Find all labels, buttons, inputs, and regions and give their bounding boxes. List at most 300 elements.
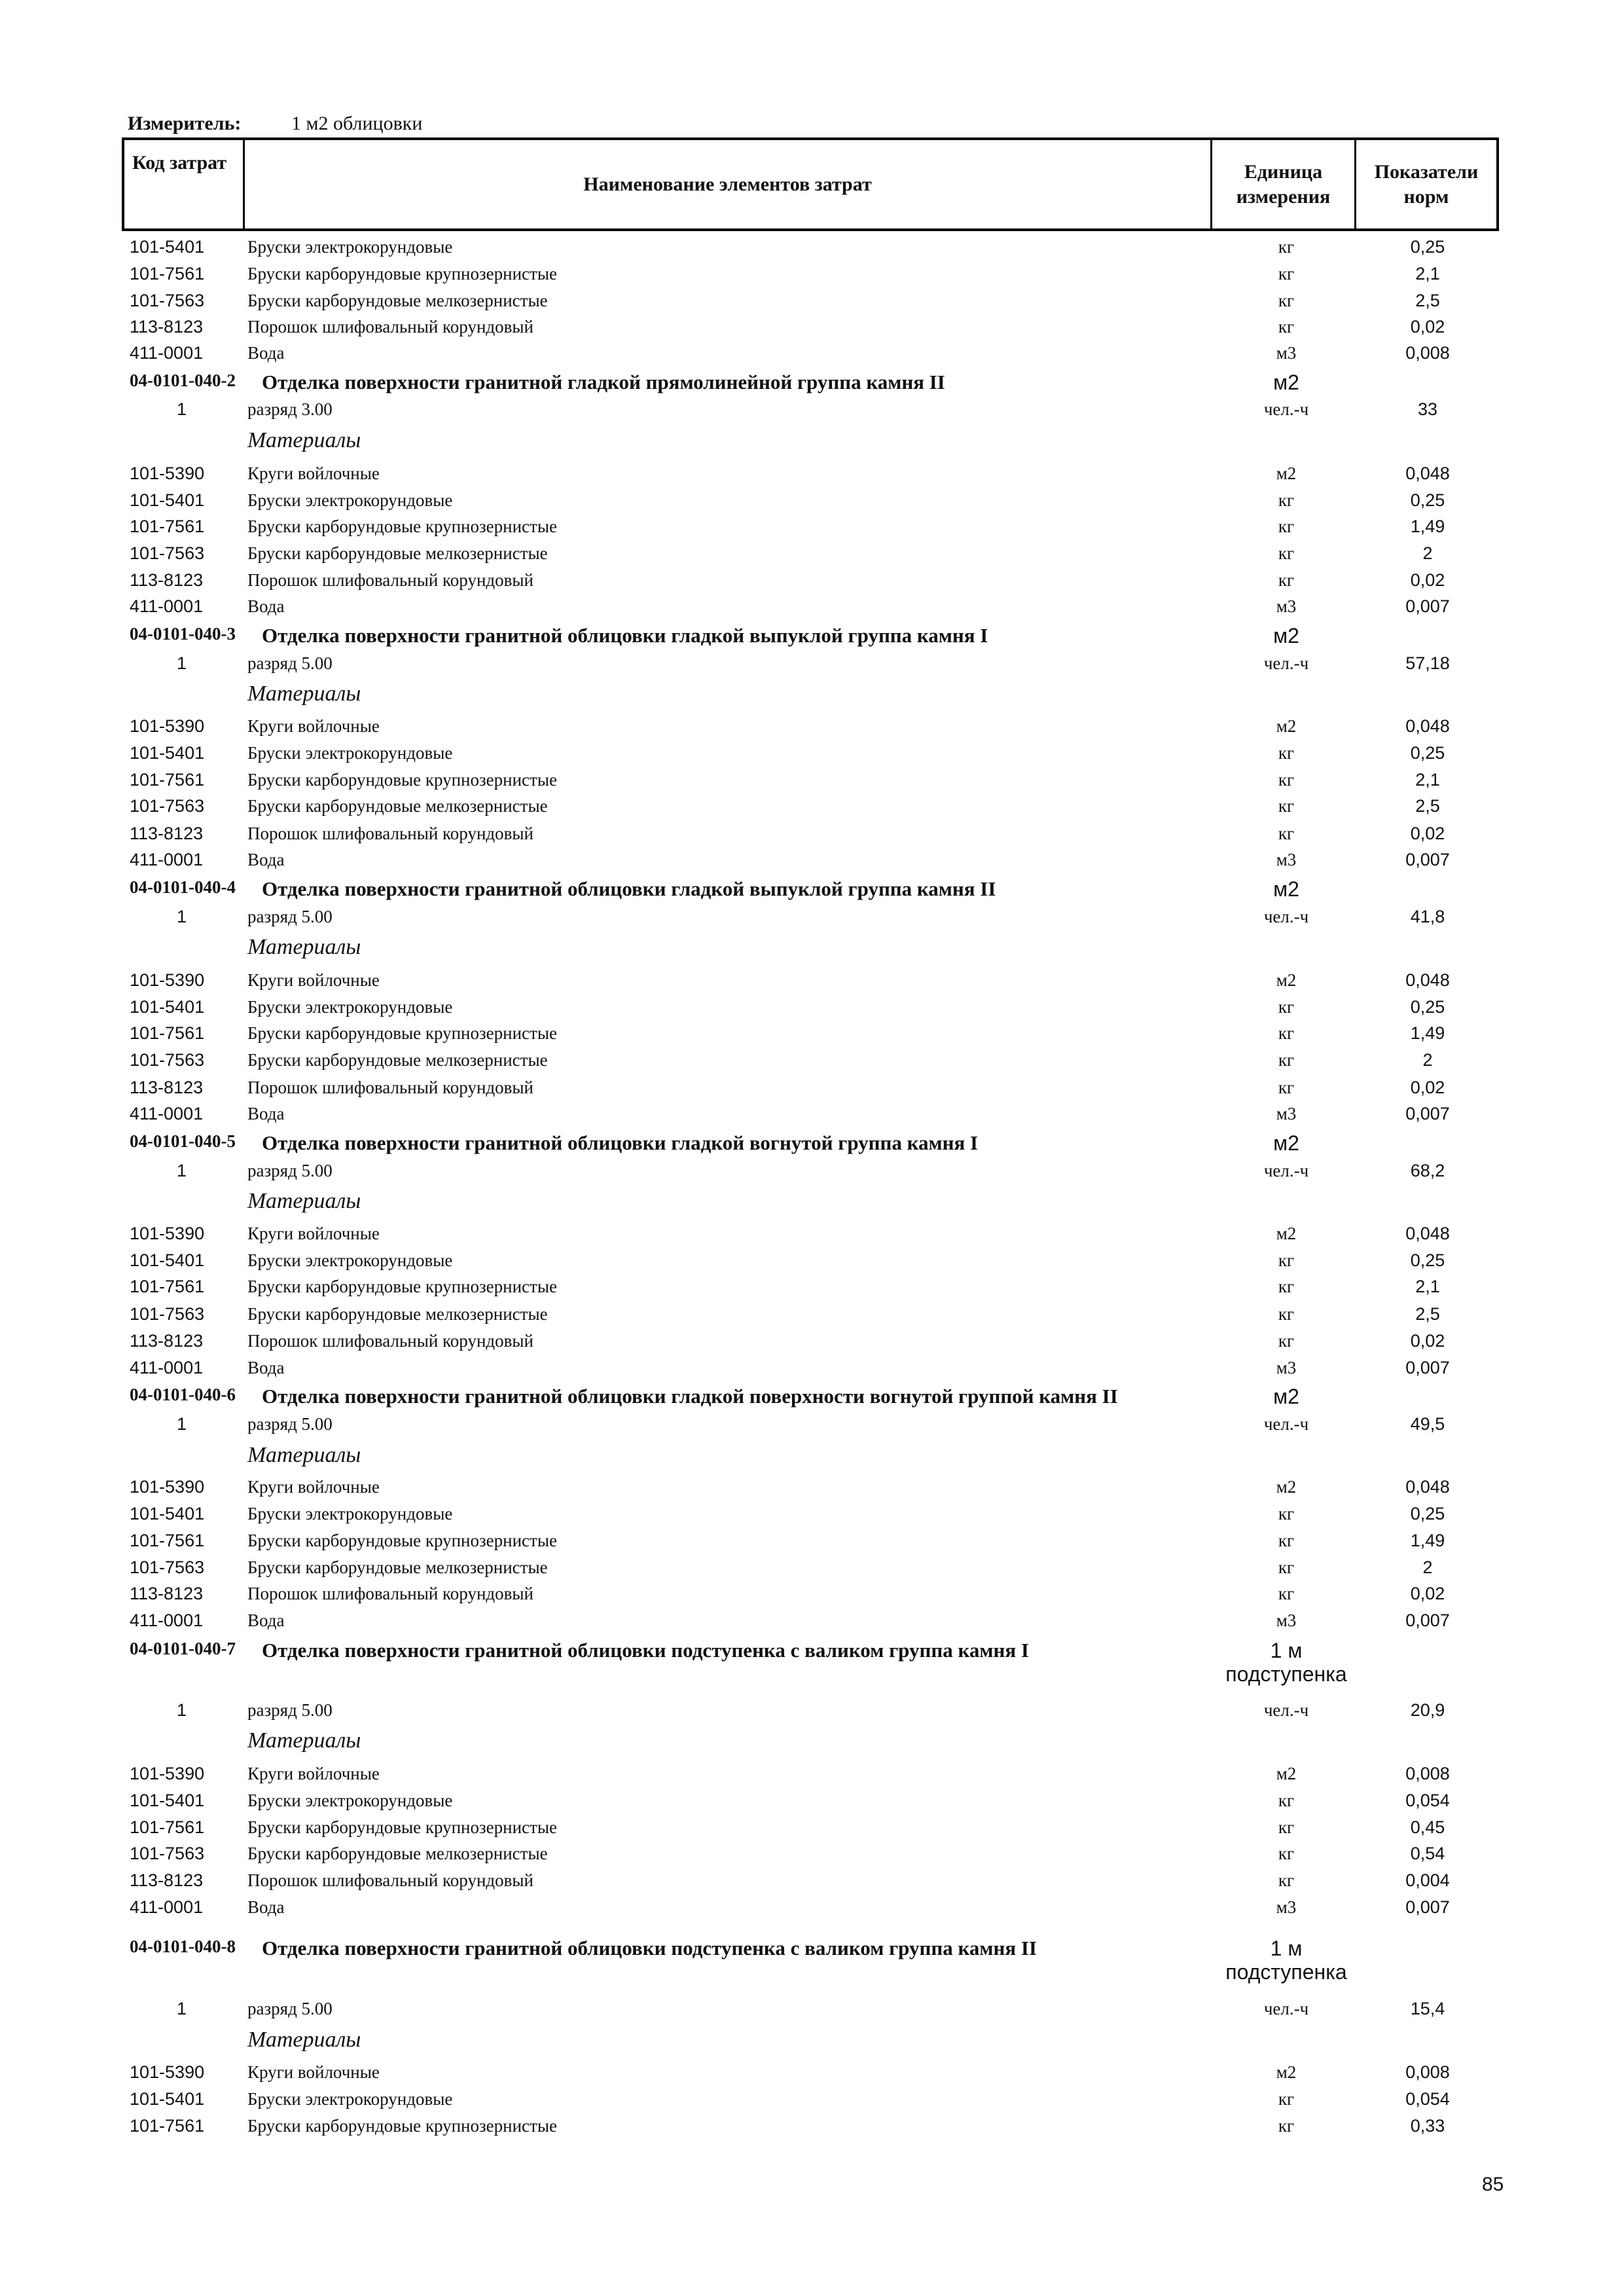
cell-name: Круги войлочные xyxy=(247,464,380,483)
cell-unit: чел.-ч xyxy=(1263,399,1309,419)
cell-unit: м2 xyxy=(1276,1224,1297,1243)
column-header-name: Наименование элементов затрат xyxy=(245,140,1212,228)
cell-name: Бруски карборундовые крупнозернистые xyxy=(247,1277,557,1296)
cell-value: 0,004 xyxy=(1405,1870,1450,1890)
cell-code: 101-5401 xyxy=(130,1791,205,1810)
cell-unit: кг xyxy=(1278,1078,1295,1097)
cell-value: 2,1 xyxy=(1415,770,1440,790)
cell-unit: 1 м подступенка xyxy=(1225,1937,1347,1984)
cell-name: Отделка поверхности гранитной облицовки гладкой поверхности вогнутой группой камня II xyxy=(262,1385,1118,1408)
cell-unit: кг xyxy=(1278,1331,1295,1351)
cell-value: 0,007 xyxy=(1405,1358,1450,1377)
table-row xyxy=(0,1131,1624,1157)
cell-value: 0,048 xyxy=(1405,1224,1450,1243)
cell-unit: м3 xyxy=(1276,1611,1297,1630)
cell-value: 33 xyxy=(1417,399,1438,419)
cell-name: Бруски электрокорундовые xyxy=(247,490,453,510)
cell-name: Материалы xyxy=(247,428,361,452)
cell-value: 2 xyxy=(1422,1050,1433,1070)
table-row xyxy=(0,1104,1624,1130)
table-row xyxy=(0,716,1624,742)
cell-name: Бруски карборундовые мелкозернистые xyxy=(247,796,548,816)
column-header-norm-line2: норм xyxy=(1403,185,1449,208)
cell-name: Отделка поверхности гранитной гладкой прямолинейной группа камня II xyxy=(262,371,945,393)
table-row xyxy=(0,543,1624,570)
table-row xyxy=(0,428,1624,454)
table-row xyxy=(0,796,1624,822)
cell-unit: чел.-ч xyxy=(1263,653,1309,673)
cell-name: Бруски электрокорундовые xyxy=(247,1250,453,1270)
table-row xyxy=(0,2028,1624,2054)
cell-name: Отделка поверхности гранитной облицовки гладкой выпуклой группа камня II xyxy=(262,877,996,900)
cell-name: Материалы xyxy=(247,935,361,959)
cell-name: Бруски карборундовые крупнозернистые xyxy=(247,770,557,790)
cell-unit: кг xyxy=(1278,1817,1295,1837)
cell-name: Круги войлочные xyxy=(247,2062,380,2082)
cell-code: 04-0101-040-4 xyxy=(130,877,236,897)
table-row xyxy=(0,1764,1624,1790)
cell-value: 68,2 xyxy=(1410,1161,1445,1180)
cell-unit: кг xyxy=(1278,264,1295,283)
table-row xyxy=(0,264,1624,290)
table-row xyxy=(0,743,1624,769)
cell-unit: кг xyxy=(1278,1584,1295,1603)
cell-unit: м2 xyxy=(1273,1131,1299,1155)
table-row xyxy=(0,1250,1624,1277)
cell-code: 101-7563 xyxy=(130,1844,205,1863)
cell-code: 411-0001 xyxy=(130,1897,204,1917)
cell-name: Бруски электрокорундовые xyxy=(247,2089,453,2109)
cell-name: Порошок шлифовальный корундовый xyxy=(247,1584,533,1603)
table-row xyxy=(0,1023,1624,1049)
cell-value: 0,054 xyxy=(1405,2089,1450,2109)
cell-name: Порошок шлифовальный корундовый xyxy=(247,1870,533,1890)
cell-value: 0,054 xyxy=(1405,1791,1450,1810)
cell-code: 101-5401 xyxy=(130,237,205,257)
cell-value: 0,048 xyxy=(1405,970,1450,990)
cell-code: 411-0001 xyxy=(130,343,204,363)
cell-name: Порошок шлифовальный корундовый xyxy=(247,570,533,590)
table-row xyxy=(0,1385,1624,1411)
cell-code: 411-0001 xyxy=(130,596,204,616)
table-row xyxy=(0,1224,1624,1250)
cell-name: разряд 5.00 xyxy=(247,1161,333,1180)
cell-unit: кг xyxy=(1278,1304,1295,1324)
cell-code: 1 xyxy=(177,653,187,673)
cell-name: Бруски электрокорундовые xyxy=(247,1791,453,1810)
cell-name: Бруски карборундовые мелкозернистые xyxy=(247,1304,548,1324)
cell-unit: кг xyxy=(1278,237,1295,257)
table-row xyxy=(0,1504,1624,1530)
cell-unit: чел.-ч xyxy=(1263,1999,1309,2018)
cell-code: 101-7563 xyxy=(130,1558,205,1577)
cell-code: 411-0001 xyxy=(130,1611,204,1630)
table-row xyxy=(0,1050,1624,1076)
cell-name: Порошок шлифовальный корундовый xyxy=(247,1078,533,1097)
cell-unit: кг xyxy=(1278,1558,1295,1577)
table-row xyxy=(0,1844,1624,1870)
table-row xyxy=(0,399,1624,426)
cell-unit: кг xyxy=(1278,2116,1295,2136)
cell-code: 04-0101-040-5 xyxy=(130,1131,236,1151)
table-row xyxy=(0,935,1624,961)
cell-name: Порошок шлифовальный корундовый xyxy=(247,824,533,843)
column-header-norm-line1: Показатели xyxy=(1374,160,1479,183)
cell-code: 113-8123 xyxy=(130,824,204,843)
cell-name: Бруски карборундовые крупнозернистые xyxy=(247,1023,557,1043)
cell-name: Вода xyxy=(247,1104,285,1123)
table-row xyxy=(0,1791,1624,1817)
cell-code: 101-5401 xyxy=(130,1250,205,1270)
cell-unit: чел.-ч xyxy=(1263,907,1309,926)
table-row xyxy=(0,682,1624,708)
cell-name: Бруски электрокорундовые xyxy=(247,1504,453,1523)
cell-name: Бруски карборундовые крупнозернистые xyxy=(247,264,557,283)
cell-code: 101-7563 xyxy=(130,1050,205,1070)
cell-value: 0,02 xyxy=(1410,1584,1445,1603)
cell-value: 57,18 xyxy=(1405,653,1450,673)
cell-name: Круги войлочные xyxy=(247,1764,380,1783)
cell-code: 1 xyxy=(177,907,187,926)
cell-name: Бруски карборундовые мелкозернистые xyxy=(247,1558,548,1577)
cell-code: 101-5390 xyxy=(130,1477,205,1497)
table-row xyxy=(0,1611,1624,1637)
cell-code: 101-5390 xyxy=(130,716,205,736)
table-row xyxy=(0,1304,1624,1330)
column-header-unit xyxy=(1212,140,1356,228)
page-number: 85 xyxy=(1482,2174,1504,2195)
cell-code: 101-7563 xyxy=(130,291,205,310)
cell-code: 101-7561 xyxy=(130,2116,205,2136)
table-row xyxy=(0,1937,1624,1984)
table-row xyxy=(0,570,1624,596)
table-row xyxy=(0,877,1624,903)
cell-value: 0,02 xyxy=(1410,824,1445,843)
column-header-code: Код затрат xyxy=(124,140,245,228)
cell-unit: м2 xyxy=(1273,624,1299,647)
cell-name: Бруски электрокорундовые xyxy=(247,237,453,257)
cell-unit: кг xyxy=(1278,570,1295,590)
cell-name: Порошок шлифовальный корундовый xyxy=(247,1331,533,1351)
cell-unit: кг xyxy=(1278,1050,1295,1070)
cell-code: 101-7561 xyxy=(130,1277,205,1296)
table-row xyxy=(0,1331,1624,1357)
cell-value: 0,02 xyxy=(1410,317,1445,337)
cell-unit: м2 xyxy=(1276,464,1297,483)
measure-label: Измеритель: xyxy=(128,113,242,134)
cell-unit: кг xyxy=(1278,1504,1295,1523)
cell-value: 0,008 xyxy=(1405,2062,1450,2082)
cell-unit: м2 xyxy=(1273,371,1299,394)
cell-code: 1 xyxy=(177,1161,187,1180)
cell-name: Вода xyxy=(247,1611,285,1630)
cell-unit: м2 xyxy=(1276,1477,1297,1497)
cell-unit: м3 xyxy=(1276,1897,1297,1917)
cell-unit: кг xyxy=(1278,543,1295,563)
table-row xyxy=(0,464,1624,490)
cell-name: Отделка поверхности гранитной облицовки гладкой вогнутой группа камня I xyxy=(262,1131,979,1154)
cell-value: 2,1 xyxy=(1415,264,1440,283)
cell-name: Материалы xyxy=(247,1728,361,1753)
table-row xyxy=(0,1999,1624,2025)
cell-value: 0,25 xyxy=(1410,1250,1445,1270)
cell-value: 1,49 xyxy=(1410,1531,1445,1550)
cell-value: 2,5 xyxy=(1415,1304,1440,1324)
cell-value: 0,02 xyxy=(1410,1078,1445,1097)
cell-name: Вода xyxy=(247,343,285,363)
cell-code: 101-5390 xyxy=(130,1764,205,1783)
table-row xyxy=(0,1414,1624,1440)
cell-code: 101-5390 xyxy=(130,970,205,990)
cell-name: Материалы xyxy=(247,2028,361,2052)
cell-unit: кг xyxy=(1278,743,1295,763)
table-row xyxy=(0,970,1624,996)
cell-name: разряд 3.00 xyxy=(247,399,333,419)
cell-code: 1 xyxy=(177,1700,187,1720)
cell-name: Бруски карборундовые мелкозернистые xyxy=(247,543,548,563)
cell-value: 0,048 xyxy=(1405,1477,1450,1497)
table-row xyxy=(0,291,1624,317)
cell-value: 0,25 xyxy=(1410,237,1445,257)
cell-value: 1,49 xyxy=(1410,517,1445,536)
cell-name: Вода xyxy=(247,850,285,869)
cell-unit: м3 xyxy=(1276,1358,1297,1377)
cell-unit: кг xyxy=(1278,1791,1295,1810)
column-header-norm xyxy=(1356,140,1496,228)
cell-unit: кг xyxy=(1278,1844,1295,1863)
cell-value: 2 xyxy=(1422,1558,1433,1577)
cell-unit: кг xyxy=(1278,1277,1295,1296)
table-row xyxy=(0,1358,1624,1384)
cell-unit: кг xyxy=(1278,2089,1295,2109)
cell-code: 101-5401 xyxy=(130,2089,205,2109)
table-row xyxy=(0,1277,1624,1303)
cell-unit: кг xyxy=(1278,317,1295,337)
cell-value: 0,007 xyxy=(1405,1897,1450,1917)
cell-name: разряд 5.00 xyxy=(247,907,333,926)
table-row xyxy=(0,1477,1624,1503)
cell-name: разряд 5.00 xyxy=(247,1700,333,1720)
cell-unit: кг xyxy=(1278,770,1295,790)
cell-code: 101-7561 xyxy=(130,770,205,790)
cell-name: Материалы xyxy=(247,682,361,706)
cell-unit: кг xyxy=(1278,517,1295,536)
table-row xyxy=(0,1558,1624,1584)
cell-unit: кг xyxy=(1278,796,1295,816)
cell-code: 411-0001 xyxy=(130,1104,204,1123)
column-header-unit-line1: Единица xyxy=(1244,160,1323,183)
cell-name: Бруски карборундовые крупнозернистые xyxy=(247,517,557,536)
cell-value: 41,8 xyxy=(1410,907,1445,926)
cell-value: 49,5 xyxy=(1410,1414,1445,1434)
cell-code: 113-8123 xyxy=(130,1870,204,1890)
cell-name: Материалы xyxy=(247,1443,361,1467)
cell-value: 0,008 xyxy=(1405,343,1450,363)
cell-unit: кг xyxy=(1278,291,1295,310)
cell-code: 04-0101-040-6 xyxy=(130,1385,236,1404)
cell-value: 0,02 xyxy=(1410,570,1445,590)
table-row xyxy=(0,2062,1624,2088)
cell-name: Бруски электрокорундовые xyxy=(247,997,453,1017)
table-row xyxy=(0,1870,1624,1897)
table-row xyxy=(0,997,1624,1023)
cell-unit: м3 xyxy=(1276,1104,1297,1123)
cell-code: 411-0001 xyxy=(130,850,204,869)
cell-value: 0,007 xyxy=(1405,1104,1450,1123)
table-row xyxy=(0,1897,1624,1923)
cell-name: разряд 5.00 xyxy=(247,1999,333,2018)
cell-name: Бруски карборундовые мелкозернистые xyxy=(247,1050,548,1070)
cell-unit: чел.-ч xyxy=(1263,1414,1309,1434)
cell-code: 113-8123 xyxy=(130,570,204,590)
cell-name: Вода xyxy=(247,596,285,616)
cell-value: 2,1 xyxy=(1415,1277,1440,1296)
cell-unit: м2 xyxy=(1273,1385,1299,1408)
table-row xyxy=(0,517,1624,543)
cell-value: 0,02 xyxy=(1410,1331,1445,1351)
cell-value: 0,25 xyxy=(1410,743,1445,763)
cell-code: 113-8123 xyxy=(130,317,204,337)
cell-value: 0,45 xyxy=(1410,1817,1445,1837)
cell-code: 101-5390 xyxy=(130,2062,205,2082)
measure-line xyxy=(128,113,423,135)
cell-code: 04-0101-040-8 xyxy=(130,1937,236,1956)
cell-code: 04-0101-040-7 xyxy=(130,1639,236,1658)
cell-value: 20,9 xyxy=(1410,1700,1445,1720)
cell-unit: 1 м подступенка xyxy=(1225,1639,1347,1686)
cell-unit: м2 xyxy=(1276,716,1297,736)
cell-code: 1 xyxy=(177,1414,187,1434)
cell-value: 0,25 xyxy=(1410,997,1445,1017)
cell-value: 2,5 xyxy=(1415,291,1440,310)
table-row xyxy=(0,1531,1624,1557)
cell-unit: м2 xyxy=(1273,877,1299,901)
table-row xyxy=(0,907,1624,933)
table-row xyxy=(0,1700,1624,1726)
table-row xyxy=(0,2116,1624,2142)
table-row xyxy=(0,1443,1624,1469)
cell-code: 113-8123 xyxy=(130,1078,204,1097)
table-row xyxy=(0,371,1624,397)
cell-value: 0,048 xyxy=(1405,716,1450,736)
cell-unit: м2 xyxy=(1276,2062,1297,2082)
table-row xyxy=(0,653,1624,680)
cell-unit: м2 xyxy=(1276,970,1297,990)
cell-code: 101-7563 xyxy=(130,543,205,563)
cell-unit: м3 xyxy=(1276,850,1297,869)
table-row xyxy=(0,624,1624,650)
cell-value: 15,4 xyxy=(1410,1999,1445,2018)
table-row xyxy=(0,317,1624,343)
cell-value: 0,007 xyxy=(1405,850,1450,869)
cell-value: 2,5 xyxy=(1415,796,1440,816)
cell-unit: кг xyxy=(1278,1250,1295,1270)
cell-name: Порошок шлифовальный корундовый xyxy=(247,317,533,337)
cell-unit: кг xyxy=(1278,824,1295,843)
cell-code: 101-7563 xyxy=(130,796,205,816)
cell-code: 101-5401 xyxy=(130,490,205,510)
table-row xyxy=(0,343,1624,369)
cell-code: 04-0101-040-2 xyxy=(130,371,236,390)
table-row xyxy=(0,1639,1624,1686)
column-header-unit-line2: измерения xyxy=(1236,185,1331,208)
cell-name: Круги войлочные xyxy=(247,970,380,990)
cell-code: 101-7561 xyxy=(130,1023,205,1043)
cell-name: разряд 5.00 xyxy=(247,653,333,673)
table-row xyxy=(0,770,1624,796)
cell-unit: кг xyxy=(1278,1870,1295,1890)
cell-code: 113-8123 xyxy=(130,1331,204,1351)
cell-name: Материалы xyxy=(247,1189,361,1213)
cell-name: Отделка поверхности гранитной облицовки гладкой выпуклой группа камня I xyxy=(262,624,988,647)
cell-value: 2 xyxy=(1422,543,1433,563)
cell-name: Бруски карборундовые мелкозернистые xyxy=(247,291,548,310)
cell-code: 101-7561 xyxy=(130,1531,205,1550)
cell-code: 101-5401 xyxy=(130,743,205,763)
cell-code: 101-5401 xyxy=(130,1504,205,1523)
cell-unit: м3 xyxy=(1276,596,1297,616)
cell-name: разряд 5.00 xyxy=(247,1414,333,1434)
cell-value: 0,33 xyxy=(1410,2116,1445,2136)
table-row xyxy=(0,490,1624,517)
cell-unit: м3 xyxy=(1276,343,1297,363)
cell-code: 113-8123 xyxy=(130,1584,204,1603)
cell-code: 101-7561 xyxy=(130,264,205,283)
table-row xyxy=(0,1817,1624,1844)
cell-unit: м2 xyxy=(1276,1764,1297,1783)
cell-code: 101-5390 xyxy=(130,1224,205,1243)
cell-code: 411-0001 xyxy=(130,1358,204,1377)
cell-code: 101-7563 xyxy=(130,1304,205,1324)
cell-unit: кг xyxy=(1278,997,1295,1017)
cell-code: 101-7561 xyxy=(130,517,205,536)
cell-unit: чел.-ч xyxy=(1263,1161,1309,1180)
cell-name: Бруски карборундовые мелкозернистые xyxy=(247,1844,548,1863)
table-row xyxy=(0,1161,1624,1187)
cell-name: Бруски карборундовые крупнозернистые xyxy=(247,1531,557,1550)
cell-code: 101-7561 xyxy=(130,1817,205,1837)
cell-value: 0,25 xyxy=(1410,1504,1445,1523)
cell-name: Отделка поверхности гранитной облицовки подступенка с валиком группа камня II xyxy=(262,1937,1037,1959)
cell-code: 1 xyxy=(177,1999,187,2018)
cell-name: Вода xyxy=(247,1897,285,1917)
cell-unit: кг xyxy=(1278,1023,1295,1043)
table-header xyxy=(122,137,1499,231)
table-row xyxy=(0,824,1624,850)
cell-code: 04-0101-040-3 xyxy=(130,624,236,644)
cell-name: Бруски карборундовые крупнозернистые xyxy=(247,2116,557,2136)
cell-value: 0,007 xyxy=(1405,1611,1450,1630)
measure-value: 1 м2 облицовки xyxy=(291,113,423,134)
cell-code: 1 xyxy=(177,399,187,419)
cell-unit: кг xyxy=(1278,1531,1295,1550)
cell-value: 0,048 xyxy=(1405,464,1450,483)
cell-code: 101-5401 xyxy=(130,997,205,1017)
cell-name: Круги войлочные xyxy=(247,1477,380,1497)
cell-value: 0,25 xyxy=(1410,490,1445,510)
cell-name: Круги войлочные xyxy=(247,1224,380,1243)
table-row xyxy=(0,1078,1624,1104)
table-row xyxy=(0,2089,1624,2115)
cell-unit: кг xyxy=(1278,490,1295,510)
cell-code: 101-5390 xyxy=(130,464,205,483)
cell-name: Круги войлочные xyxy=(247,716,380,736)
cell-name: Отделка поверхности гранитной облицовки подступенка с валиком группа камня I xyxy=(262,1639,1029,1662)
cell-value: 0,007 xyxy=(1405,596,1450,616)
cell-value: 1,49 xyxy=(1410,1023,1445,1043)
table-row xyxy=(0,1189,1624,1215)
cell-name: Бруски электрокорундовые xyxy=(247,743,453,763)
